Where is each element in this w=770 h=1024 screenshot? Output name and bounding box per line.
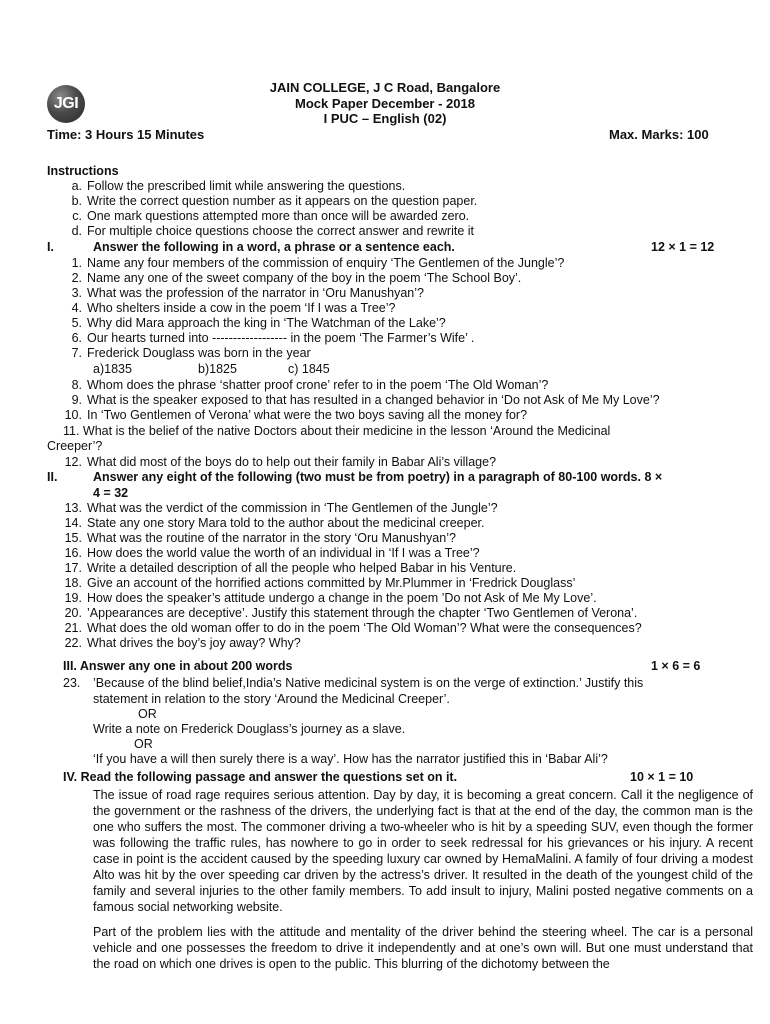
question-item: 19. How does the speaker’s attitude undergo a change in the poem ’Do not Ask of Me My Love’.	[64, 591, 597, 605]
question-item: 20. ’Appearances are deceptive’. Justify this statement through the chapter ‘Two Gentlemen of Verona’.	[64, 606, 638, 620]
section-1-questions-cont	[60, 378, 660, 423]
question-item: 4. Who shelters inside a cow in the poem ‘If I was a Tree’?	[71, 301, 396, 315]
mcq-options	[93, 362, 330, 377]
max-marks-label: Max. Marks: 100	[609, 127, 709, 142]
section-2-title: Answer any eight of the following (two must be from poetry) in a paragraph of 80-100 words. 8 ×	[93, 470, 663, 484]
option-c: c) 1845	[288, 362, 330, 376]
paper-title: Mock Paper December - 2018	[295, 96, 475, 111]
section-2-marks: 4 = 32	[93, 486, 129, 500]
question-item: 14. State any one story Mara told to the author about the medicinal creeper.	[64, 516, 485, 530]
instruction-item: c. One mark questions attempted more than once will be awarded zero.	[72, 209, 470, 223]
section-4-title: IV. Read the following passage and answer the questions set on it.	[63, 770, 458, 784]
section-3-title: III. Answer any one in about 200 words	[63, 659, 293, 673]
instruction-item: d. For multiple choice questions choose the correct answer and rewrite it	[71, 224, 474, 238]
question-item: 2. Name any one of the sweet company of the boy in the poem ‘The School Boy’.	[71, 271, 522, 285]
question-23-number: 23.	[63, 676, 81, 690]
question-item: 22. What drives the boy’s joy away? Why?	[64, 636, 301, 650]
course-title: I PUC – English (02)	[323, 111, 447, 126]
question-11-line1: 11. What is the belief of the native Doctors about their medicine in the lesson ‘Around the Medicinal	[63, 424, 611, 438]
question-item: 6. Our hearts turned into ------------------ in the poem ‘The Farmer’s Wife’ .	[71, 331, 475, 345]
question-item: 15. What was the routine of the narrator in the story ‘Oru Manushyan’?	[64, 531, 456, 545]
or-separator: OR	[134, 737, 153, 751]
instruction-item: b. Write the correct question number as it appears on the question paper.	[71, 194, 478, 208]
section-2-questions	[60, 501, 642, 651]
instructions-list	[60, 179, 477, 239]
section-1-numeral: I.	[47, 240, 54, 254]
passage-paragraph-2: Part of the problem lies with the attitude and mentality of the driver behind the steering wheel. The car is a personal vehicle and one possesses the freedom to drive it independently and at one’s own will. But one must understand that the road on which one drives is open to the public. This blurring of the dichotomy between the	[93, 925, 753, 971]
question-item: 17. Write a detailed description of all the people who helped Babar in his Venture.	[64, 561, 517, 575]
college-name: JAIN COLLEGE, J C Road, Bangalore	[269, 80, 501, 95]
question-23-line2: statement in relation to the story ‘Around the Medicinal Creeper’.	[93, 692, 450, 706]
question-item: 16. How does the world value the worth of an individual in ‘If I was a Tree’?	[64, 546, 480, 560]
passage-paragraph-1: The issue of road rage requires serious attention. Day by day, it is becoming a great concern. Call it the negligence of the government or the rashness of the drivers, the underlying fact is that at the end of the day, the common man is the one who suffers the most. The commoner driving a two-wheeler who is hit by a speeding SUV, even though the former was following the traffic rules, has nowhere to go in order to seek redressal for his grievances or his injury. A recent case in point is the accident caused by the speeding luxury car owned by HemaMalini. A family of four driving a modest Alto was hit by the over speeding car driven by the actress’s driver. It resulted in the death of the youngest child of the family and several injuries to the other family members. To add insult to injury, Malini posted negative comments on a famous social networking website.	[93, 788, 753, 914]
option-a: a)1835	[93, 362, 132, 376]
question-item: 12. What did most of the boys do to help out their family in Babar Ali’s village?	[64, 455, 497, 469]
question-item: 3. What was the profession of the narrator in ‘Oru Manushyan’?	[71, 286, 424, 300]
question-item: 8. Whom does the phrase ‘shatter proof crone’ refer to in the poem ‘The Old Woman’?	[71, 378, 549, 392]
question-item: 1. Name any four members of the commission of enquiry ‘The Gentlemen of the Jungle’?	[71, 256, 565, 270]
question-item: 5. Why did Mara approach the king in ‘The Watchman of the Lake’?	[71, 316, 446, 330]
alternative-question: ‘If you have a will then surely there is a way’. How has the narrator justified this in ‘Babar Ali’?	[93, 752, 608, 766]
alternative-question: Write a note on Frederick Douglass’s journey as a slave.	[93, 722, 406, 736]
option-b: b)1825	[198, 362, 237, 376]
question-item: 10. In ‘Two Gentlemen of Verona’ what were the two boys saving all the money for?	[64, 408, 528, 422]
or-separator: OR	[138, 707, 157, 721]
question-item: 7. Frederick Douglass was born in the year	[71, 346, 311, 360]
instruction-item: a. Follow the prescribed limit while answering the questions.	[71, 179, 406, 193]
question-item: 13. What was the verdict of the commission in ‘The Gentlemen of the Jungle’?	[64, 501, 498, 515]
question-item: 21. What does the old woman offer to do in the poem ‘The Old Woman’? What were the consequences?	[64, 621, 642, 635]
college-logo: JGI	[47, 85, 85, 123]
section-3-marks: 1 × 6 = 6	[651, 659, 701, 673]
section-4-marks: 10 × 1 = 10	[630, 770, 694, 784]
question-item: 18. Give an account of the horrified actions committed by Mr.Plummer in ‘Fredrick Douglass’	[64, 576, 576, 590]
section-2-numeral: II.	[47, 470, 58, 484]
section-1-questions	[60, 256, 564, 361]
instructions-title: Instructions	[47, 164, 119, 178]
question-11-line2: Creeper’?	[47, 439, 103, 453]
section-1-marks: 12 × 1 = 12	[651, 240, 715, 254]
section-1-title: Answer the following in a word, a phrase or a sentence each.	[93, 240, 455, 254]
question-item: 9. What is the speaker exposed to that has resulted in a changed behavior in ‘Do not Ask of Me My Love’?	[71, 393, 660, 407]
time-label: Time: 3 Hours 15 Minutes	[47, 127, 205, 142]
question-23-line1: ’Because of the blind belief,India’s Native medicinal system is on the verge of extinction.’ Justify this	[93, 676, 644, 690]
